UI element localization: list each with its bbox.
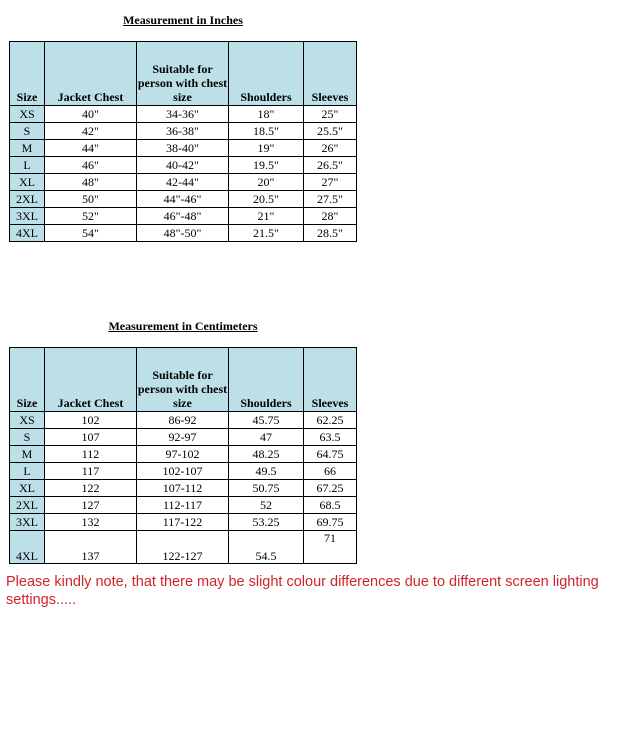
shoulders-cell: 45.75 bbox=[229, 412, 304, 429]
jacket-chest-cell: 107 bbox=[45, 429, 137, 446]
sleeves-cell: 27.5" bbox=[304, 191, 357, 208]
size-cell: S bbox=[10, 123, 45, 140]
table-row bbox=[10, 463, 357, 480]
jacket-chest-header: Jacket Chest bbox=[45, 348, 137, 412]
suitable-chest-cell: 44"-46" bbox=[137, 191, 229, 208]
table-row bbox=[10, 412, 357, 429]
jacket-chest-cell: 42" bbox=[45, 123, 137, 140]
suitable-chest-cell: 46"-48" bbox=[137, 208, 229, 225]
jacket-chest-cell: 102 bbox=[45, 412, 137, 429]
shoulders-cell: 52 bbox=[229, 497, 304, 514]
sleeves-cell: 66 bbox=[304, 463, 357, 480]
jacket-chest-cell: 50" bbox=[45, 191, 137, 208]
centimeters-table-title: Measurement in Centimeters bbox=[108, 319, 258, 333]
sleeves-cell: 25" bbox=[304, 106, 357, 123]
suitable-chest-cell: 117-122 bbox=[137, 514, 229, 531]
jacket-chest-cell: 54" bbox=[45, 225, 137, 242]
size-cell: S bbox=[10, 429, 45, 446]
sleeves-header: Sleeves bbox=[304, 348, 357, 412]
size-cell: L bbox=[10, 463, 45, 480]
table-row bbox=[10, 208, 357, 225]
table-row bbox=[10, 106, 357, 123]
table-row bbox=[10, 123, 357, 140]
shoulders-cell: 19" bbox=[229, 140, 304, 157]
jacket-chest-header: Jacket Chest bbox=[45, 42, 137, 106]
shoulders-cell: 19.5" bbox=[229, 157, 304, 174]
suitable-chest-cell: 122-127 bbox=[137, 531, 229, 564]
suitable-chest-cell: 40-42" bbox=[137, 157, 229, 174]
table-row bbox=[10, 174, 357, 191]
size-cell: 4XL bbox=[10, 225, 45, 242]
sleeves-cell: 62.25 bbox=[304, 412, 357, 429]
suitable-chest-cell: 34-36" bbox=[137, 106, 229, 123]
centimeters-size-table bbox=[9, 347, 357, 564]
jacket-chest-cell: 40" bbox=[45, 106, 137, 123]
table-header-row bbox=[10, 42, 357, 106]
suitable-chest-cell: 36-38" bbox=[137, 123, 229, 140]
suitable-chest-header: Suitable for person with chest size bbox=[137, 348, 229, 412]
suitable-chest-header: Suitable for person with chest size bbox=[137, 42, 229, 106]
jacket-chest-cell: 117 bbox=[45, 463, 137, 480]
table-row bbox=[10, 157, 357, 174]
shoulders-cell: 54.5 bbox=[229, 531, 304, 564]
sleeves-cell: 28" bbox=[304, 208, 357, 225]
shoulders-cell: 48.25 bbox=[229, 446, 304, 463]
sleeves-cell: 28.5" bbox=[304, 225, 357, 242]
suitable-chest-cell: 97-102 bbox=[137, 446, 229, 463]
suitable-chest-cell: 102-107 bbox=[137, 463, 229, 480]
size-cell: 4XL bbox=[10, 531, 45, 564]
size-cell: XL bbox=[10, 174, 45, 191]
shoulders-cell: 49.5 bbox=[229, 463, 304, 480]
sleeves-cell: 67.25 bbox=[304, 480, 357, 497]
suitable-chest-cell: 38-40" bbox=[137, 140, 229, 157]
size-cell: M bbox=[10, 140, 45, 157]
shoulders-cell: 18" bbox=[229, 106, 304, 123]
size-cell: XS bbox=[10, 412, 45, 429]
jacket-chest-cell: 46" bbox=[45, 157, 137, 174]
table-row bbox=[10, 140, 357, 157]
sleeves-header: Sleeves bbox=[304, 42, 357, 106]
shoulders-cell: 50.75 bbox=[229, 480, 304, 497]
shoulders-cell: 53.25 bbox=[229, 514, 304, 531]
jacket-chest-cell: 52" bbox=[45, 208, 137, 225]
size-cell: XL bbox=[10, 480, 45, 497]
table-row bbox=[10, 497, 357, 514]
jacket-chest-cell: 48" bbox=[45, 174, 137, 191]
size-header: Size bbox=[10, 42, 45, 106]
sleeves-cell: 27" bbox=[304, 174, 357, 191]
jacket-chest-cell: 122 bbox=[45, 480, 137, 497]
suitable-chest-cell: 112-117 bbox=[137, 497, 229, 514]
jacket-chest-cell: 132 bbox=[45, 514, 137, 531]
sleeves-cell: 68.5 bbox=[304, 497, 357, 514]
shoulders-cell: 18.5" bbox=[229, 123, 304, 140]
jacket-chest-cell: 137 bbox=[45, 531, 137, 564]
shoulders-header: Shoulders bbox=[229, 42, 304, 106]
sleeves-cell: 26.5" bbox=[304, 157, 357, 174]
suitable-chest-cell: 86-92 bbox=[137, 412, 229, 429]
shoulders-header: Shoulders bbox=[229, 348, 304, 412]
shoulders-cell: 21.5" bbox=[229, 225, 304, 242]
size-cell: 3XL bbox=[10, 514, 45, 531]
suitable-chest-cell: 92-97 bbox=[137, 429, 229, 446]
jacket-chest-cell: 127 bbox=[45, 497, 137, 514]
table-row bbox=[10, 225, 357, 242]
table-row bbox=[10, 531, 357, 564]
sleeves-cell: 69.75 bbox=[304, 514, 357, 531]
jacket-chest-cell: 44" bbox=[45, 140, 137, 157]
inches-table-title: Measurement in Inches bbox=[123, 13, 243, 27]
sleeves-cell: 26" bbox=[304, 140, 357, 157]
size-cell: XS bbox=[10, 106, 45, 123]
sleeves-cell: 25.5" bbox=[304, 123, 357, 140]
sleeves-cell: 64.75 bbox=[304, 446, 357, 463]
table-row bbox=[10, 191, 357, 208]
suitable-chest-cell: 42-44" bbox=[137, 174, 229, 191]
sleeves-cell: 63.5 bbox=[304, 429, 357, 446]
size-header: Size bbox=[10, 348, 45, 412]
size-cell: M bbox=[10, 446, 45, 463]
shoulders-cell: 20.5" bbox=[229, 191, 304, 208]
table-row bbox=[10, 429, 357, 446]
table-row bbox=[10, 480, 357, 497]
table-header-row bbox=[10, 348, 357, 412]
size-cell: 2XL bbox=[10, 497, 45, 514]
shoulders-cell: 21" bbox=[229, 208, 304, 225]
size-cell: 3XL bbox=[10, 208, 45, 225]
suitable-chest-cell: 48"-50" bbox=[137, 225, 229, 242]
inches-size-table bbox=[9, 41, 357, 242]
colour-disclaimer-note: Please kindly note, that there may be slight colour differences due to different screen lighting settings..... bbox=[6, 574, 599, 608]
sleeves-cell: 71 bbox=[304, 531, 357, 564]
table-row bbox=[10, 514, 357, 531]
shoulders-cell: 47 bbox=[229, 429, 304, 446]
size-cell: L bbox=[10, 157, 45, 174]
jacket-chest-cell: 112 bbox=[45, 446, 137, 463]
size-cell: 2XL bbox=[10, 191, 45, 208]
suitable-chest-cell: 107-112 bbox=[137, 480, 229, 497]
shoulders-cell: 20" bbox=[229, 174, 304, 191]
table-row bbox=[10, 446, 357, 463]
